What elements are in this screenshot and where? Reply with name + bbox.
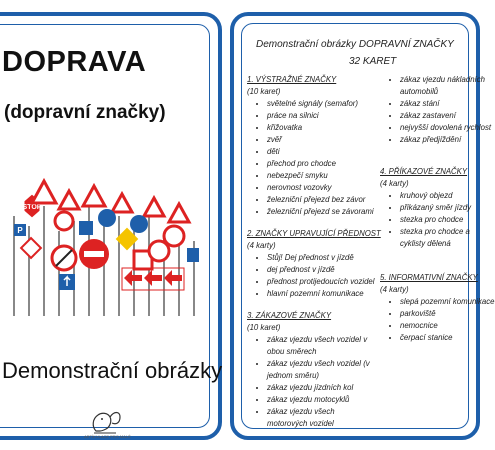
section-count: (4 karty) — [380, 285, 409, 294]
cover-card — [0, 12, 222, 440]
list-item: • práce na silnici — [267, 110, 381, 122]
section-heading: 5. INFORMATIVNÍ ZNAČKY — [380, 273, 478, 282]
svg-text:STOP: STOP — [22, 204, 42, 211]
list-item: • zákaz stání — [400, 98, 480, 110]
section-count: (4 karty) — [380, 179, 409, 188]
list-item: • stezka pro chodce a cyklisty dělená — [400, 226, 495, 250]
logo-text: ARTÍKULACE PRO MALÉ — [84, 434, 131, 439]
list-item: • křižovatka — [267, 122, 381, 134]
section-list — [380, 190, 480, 250]
list-item: • zákaz vjezdu všech vozidel v obou směrech — [267, 334, 372, 358]
contents-card-count: 32 KARET — [349, 56, 397, 67]
cover-demo-text: Demonstrační obrázky — [2, 358, 223, 383]
list-item: • nemocnice — [400, 320, 480, 332]
section-list — [380, 74, 492, 146]
traffic-signs-illustration — [4, 176, 204, 316]
list-item: • zákaz vjezdu všech vozidel (v jednom směru) — [267, 358, 377, 382]
list-item: • zákaz vjezdu jízdních kol — [267, 382, 381, 394]
list-item: • hlavní pozemní komunikace — [267, 288, 381, 300]
section-list — [247, 334, 381, 430]
list-item: • Stůj! Dej přednost v jízdě — [267, 252, 381, 264]
contents-column-right — [380, 74, 495, 344]
list-item: • nerovnost vozovky — [267, 182, 381, 194]
list-item: • zákaz vjezdu motocyklů — [267, 394, 381, 406]
section-heading: 2. ZNAČKY UPRAVUJÍCÍ PŘEDNOST — [247, 229, 381, 238]
section-list — [380, 296, 495, 344]
list-item: • kruhový objezd — [400, 190, 480, 202]
section-list — [247, 98, 381, 218]
cover-subtitle: (dopravní značky) — [4, 102, 166, 123]
contents-card — [230, 12, 495, 440]
list-item: • parkoviště — [400, 308, 480, 320]
cover-title: DOPRAVA — [2, 46, 147, 78]
list-item: • slepá pozemní komunikace — [400, 296, 480, 308]
list-item: • stezka pro chodce — [400, 214, 480, 226]
section-heading: 4. PŘÍKAZOVÉ ZNAČKY — [380, 167, 468, 176]
list-item: • čerpací stanice — [400, 332, 480, 344]
list-item: • zákaz vjezdu nákladních automobilů — [400, 74, 495, 98]
section-list — [247, 252, 381, 300]
section-count: (4 karty) — [247, 241, 276, 250]
list-item: • železniční přejezd bez závor — [267, 194, 381, 206]
list-item: • zvěř — [267, 134, 381, 146]
section-heading: 3. ZÁKAZOVÉ ZNAČKY — [247, 311, 332, 320]
list-item: • zákaz vjezdu všech motorových vozidel — [267, 406, 362, 430]
list-item: • zákaz předjíždění — [400, 134, 480, 146]
list-item: • přikázaný směr jízdy — [400, 202, 480, 214]
contents-column-left — [247, 74, 381, 430]
section-count: (10 karet) — [247, 87, 281, 96]
list-item: • světelné signály (semafor) — [267, 98, 381, 110]
list-item: • dej přednost v jízdě — [267, 264, 381, 276]
section-count: (10 karet) — [247, 323, 281, 332]
section-heading: 1. VÝSTRAŽNÉ ZNAČKY — [247, 75, 337, 84]
svg-text:P: P — [17, 226, 23, 235]
list-item: • nebezpečí smyku — [267, 170, 381, 182]
list-item: • železniční přejezd se závorami — [267, 206, 381, 218]
list-item: • zákaz zastavení — [400, 110, 480, 122]
list-item: • nejvyšší dovolená rychlost — [400, 122, 480, 134]
list-item: • děti — [267, 146, 381, 158]
list-item: • přednost protijedoucích vozidel — [267, 276, 381, 288]
list-item: • přechod pro chodce — [267, 158, 381, 170]
contents-title: Demonstrační obrázky DOPRAVNÍ ZNAČKY — [256, 39, 454, 50]
